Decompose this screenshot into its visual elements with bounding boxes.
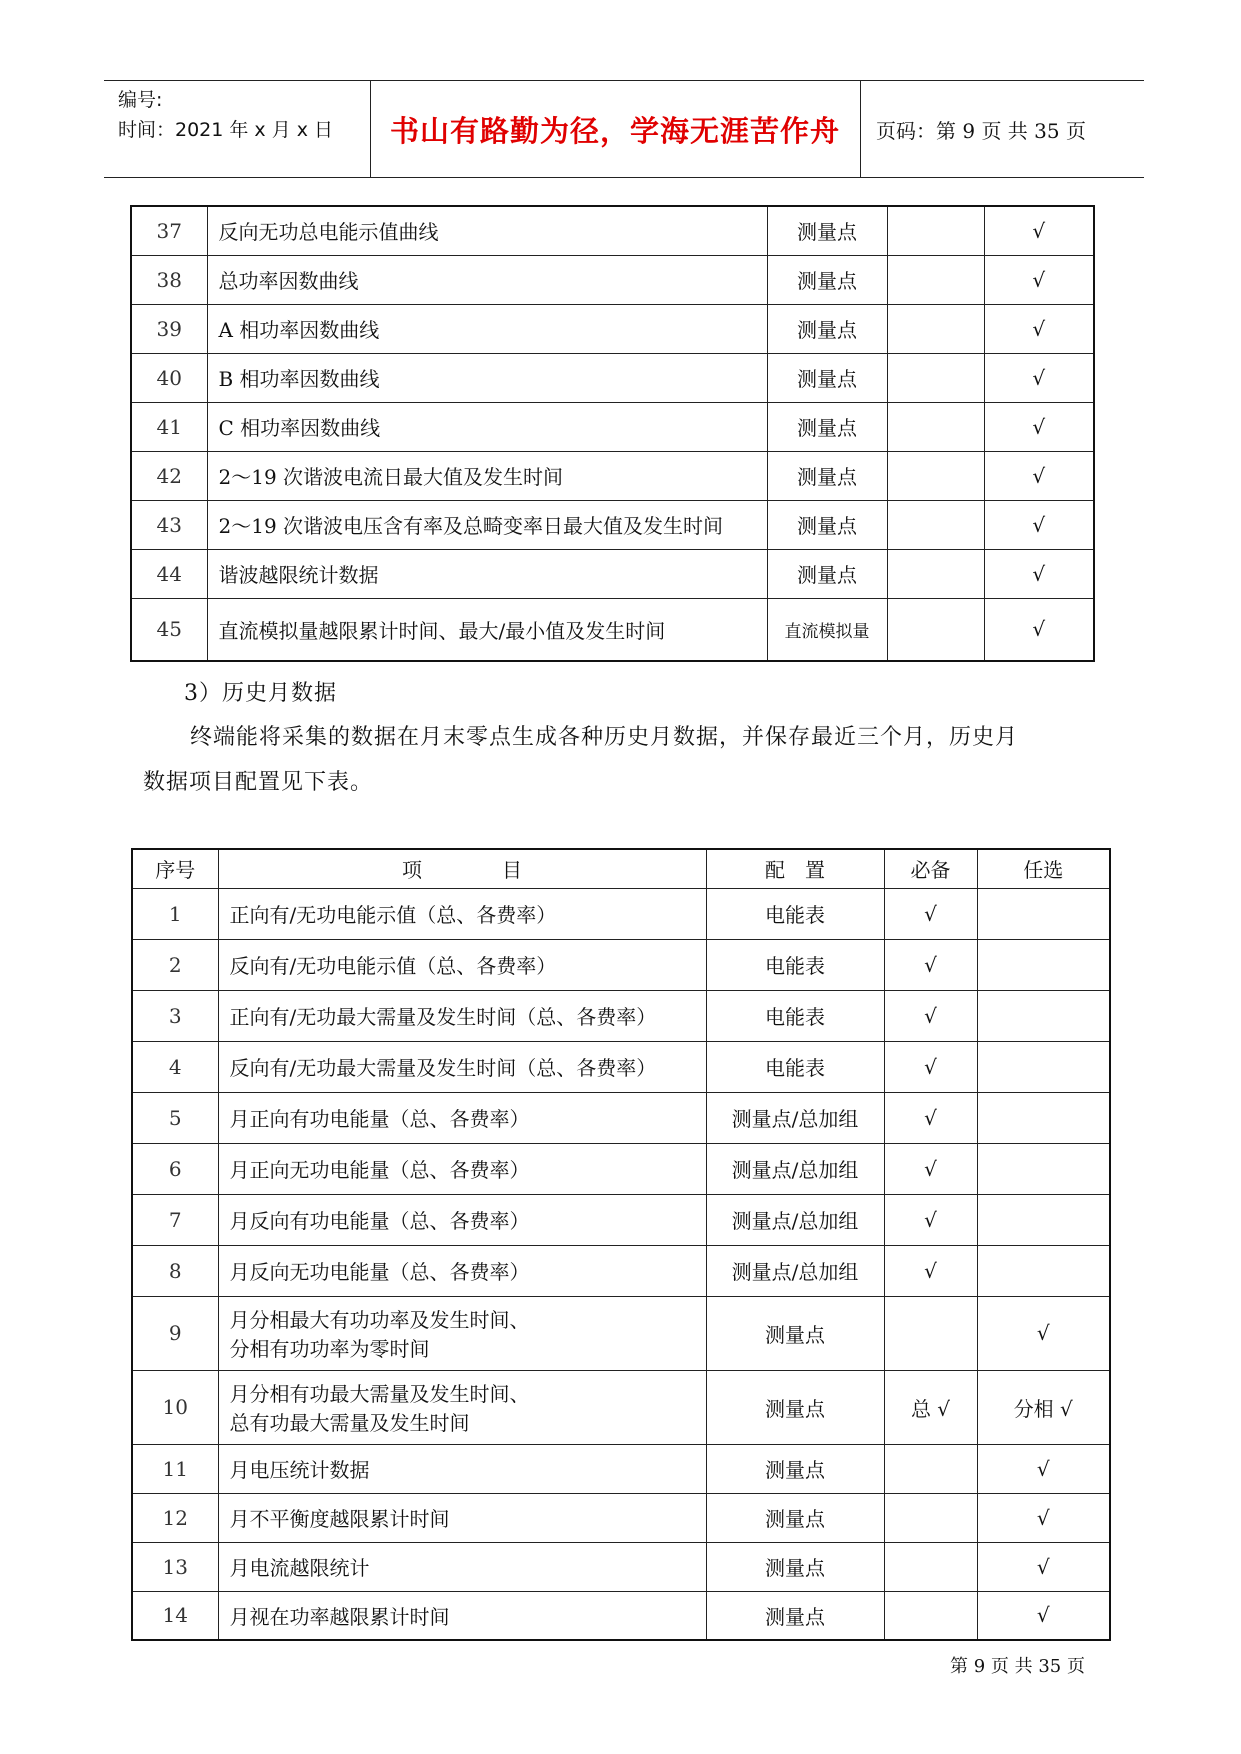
- row-number: 14: [132, 1591, 218, 1640]
- header-config: 配 置: [706, 849, 884, 888]
- row-item: 2～19 次谐波电压含有率及总畸变率日最大值及发生时间: [207, 500, 767, 549]
- table-row: [132, 1092, 1110, 1143]
- row-required: √: [884, 990, 977, 1041]
- row-optional: √: [984, 304, 1094, 353]
- row-item: A 相功率因数曲线: [207, 304, 767, 353]
- row-optional: √: [984, 451, 1094, 500]
- row-number: 11: [132, 1444, 218, 1493]
- table-row: [132, 1444, 1110, 1493]
- row-number: 1: [132, 888, 218, 939]
- row-item-line: 总有功最大需量及发生时间: [229, 1411, 470, 1435]
- row-number: 10: [132, 1370, 218, 1444]
- header-number-label: 编号:: [118, 89, 163, 111]
- row-number: 39: [131, 304, 207, 353]
- table-row: [132, 1542, 1110, 1591]
- row-required: [887, 598, 984, 661]
- table-row: [131, 402, 1094, 451]
- daily-curve-table: [130, 205, 1095, 662]
- table-row: [131, 451, 1094, 500]
- row-optional: [977, 939, 1110, 990]
- row-item: 谐波越限统计数据: [207, 549, 767, 598]
- row-number: 13: [132, 1542, 218, 1591]
- section-heading: 3）历史月数据: [184, 681, 337, 706]
- table-row: [132, 1493, 1110, 1542]
- row-required: [884, 1542, 977, 1591]
- row-item-line: 分相有功功率为零时间: [229, 1337, 430, 1361]
- row-required: √: [884, 1194, 977, 1245]
- table-row: [132, 990, 1110, 1041]
- row-config: 测量点: [767, 451, 887, 500]
- row-required: [887, 500, 984, 549]
- row-number: 2: [132, 939, 218, 990]
- table-header-row: [132, 849, 1110, 888]
- table-row: [132, 1194, 1110, 1245]
- table-row: [132, 1370, 1110, 1444]
- row-config: 测量点: [706, 1542, 884, 1591]
- header-page-info: 页码：第 9 页 共 35 页: [876, 118, 1086, 143]
- row-number: 45: [131, 598, 207, 661]
- row-number: 4: [132, 1041, 218, 1092]
- table-row: [131, 304, 1094, 353]
- header-meta: [104, 81, 371, 177]
- row-config: 测量点: [767, 353, 887, 402]
- table-row: [132, 1296, 1110, 1370]
- row-required: [887, 304, 984, 353]
- row-required: [884, 1493, 977, 1542]
- row-optional: √: [984, 255, 1094, 304]
- row-number: 43: [131, 500, 207, 549]
- row-number: 42: [131, 451, 207, 500]
- row-required: √: [884, 1245, 977, 1296]
- row-optional: [977, 1194, 1110, 1245]
- row-number: 3: [132, 990, 218, 1041]
- row-number: 6: [132, 1143, 218, 1194]
- row-config: 直流模拟量: [767, 598, 887, 661]
- header-required: 必备: [884, 849, 977, 888]
- table-row: [131, 598, 1094, 661]
- row-item-line: 月分相最大有功功率及发生时间、: [229, 1308, 530, 1332]
- row-number: 8: [132, 1245, 218, 1296]
- header-motto: 书山有路勤为径，学海无涯苦作舟: [389, 113, 840, 148]
- row-required: [887, 206, 984, 255]
- row-optional: √: [984, 206, 1094, 255]
- row-number: 38: [131, 255, 207, 304]
- row-config: 测量点: [767, 402, 887, 451]
- table-row: [132, 1591, 1110, 1640]
- header-page-cell: [860, 81, 1144, 177]
- row-config: 测量点: [706, 1591, 884, 1640]
- row-required: [884, 1444, 977, 1493]
- row-item: 总功率因数曲线: [207, 255, 767, 304]
- row-config: 测量点/总加组: [706, 1194, 884, 1245]
- row-item: 月反向有功电能量（总、各费率）: [218, 1194, 706, 1245]
- row-required: √: [884, 1143, 977, 1194]
- table-row: [131, 206, 1094, 255]
- row-optional: [977, 1143, 1110, 1194]
- row-item: 正向有/无功最大需量及发生时间（总、各费率）: [218, 990, 706, 1041]
- table-row: [131, 353, 1094, 402]
- row-config: 电能表: [706, 888, 884, 939]
- row-optional: √: [977, 1296, 1110, 1370]
- row-config: 测量点: [706, 1370, 884, 1444]
- row-optional: √: [984, 402, 1094, 451]
- row-optional: 分相 √: [977, 1370, 1110, 1444]
- row-config: 测量点: [767, 304, 887, 353]
- row-item: 月反向无功电能量（总、各费率）: [218, 1245, 706, 1296]
- row-optional: √: [977, 1493, 1110, 1542]
- row-required: √: [884, 939, 977, 990]
- row-optional: [977, 1245, 1110, 1296]
- page-footer: 第 9 页 共 35 页: [950, 1656, 1085, 1677]
- row-required: 总 √: [884, 1370, 977, 1444]
- row-required: [887, 451, 984, 500]
- row-required: √: [884, 1092, 977, 1143]
- row-config: 测量点: [706, 1493, 884, 1542]
- table-row: [131, 500, 1094, 549]
- row-optional: √: [984, 500, 1094, 549]
- row-item: 月视在功率越限累计时间: [218, 1591, 706, 1640]
- row-number: 37: [131, 206, 207, 255]
- row-optional: √: [977, 1591, 1110, 1640]
- row-required: √: [884, 888, 977, 939]
- row-config: 测量点: [767, 255, 887, 304]
- row-optional: √: [984, 353, 1094, 402]
- row-config: 电能表: [706, 1041, 884, 1092]
- header-motto-cell: [370, 81, 861, 177]
- monthly-data-table: [131, 848, 1111, 1641]
- row-required: √: [884, 1041, 977, 1092]
- row-config: 测量点: [767, 206, 887, 255]
- row-number: 9: [132, 1296, 218, 1370]
- row-required: [884, 1296, 977, 1370]
- row-optional: √: [984, 549, 1094, 598]
- row-config: 测量点/总加组: [706, 1245, 884, 1296]
- row-required: [887, 402, 984, 451]
- row-item: 反向有/无功最大需量及发生时间（总、各费率）: [218, 1041, 706, 1092]
- row-config: 测量点: [706, 1444, 884, 1493]
- row-number: 41: [131, 402, 207, 451]
- header-optional: 任选: [977, 849, 1110, 888]
- row-item: 反向无功总电能示值曲线: [207, 206, 767, 255]
- row-optional: [977, 1092, 1110, 1143]
- row-config: 测量点: [706, 1296, 884, 1370]
- row-item: 月电流越限统计: [218, 1542, 706, 1591]
- row-item: 直流模拟量越限累计时间、最大/最小值及发生时间: [207, 598, 767, 661]
- row-optional: [977, 990, 1110, 1041]
- row-item: 正向有/无功电能示值（总、各费率）: [218, 888, 706, 939]
- table-row: [131, 255, 1094, 304]
- row-number: 44: [131, 549, 207, 598]
- row-number: 40: [131, 353, 207, 402]
- row-optional: [977, 1041, 1110, 1092]
- row-required: [887, 353, 984, 402]
- row-item: 月正向无功电能量（总、各费率）: [218, 1143, 706, 1194]
- table-row: [132, 939, 1110, 990]
- row-item: [218, 1296, 706, 1370]
- row-required: [887, 549, 984, 598]
- row-item: C 相功率因数曲线: [207, 402, 767, 451]
- row-config: 测量点/总加组: [706, 1143, 884, 1194]
- row-optional: √: [977, 1444, 1110, 1493]
- row-number: 7: [132, 1194, 218, 1245]
- header-time-label: 时间：2021 年 x 月 x 日: [118, 119, 334, 141]
- row-required: [887, 255, 984, 304]
- table-row: [131, 549, 1094, 598]
- table-row: [132, 1245, 1110, 1296]
- row-optional: √: [977, 1542, 1110, 1591]
- row-config: 测量点: [767, 500, 887, 549]
- page-header: [104, 80, 1144, 178]
- header-number: 序号: [132, 849, 218, 888]
- row-item: B 相功率因数曲线: [207, 353, 767, 402]
- row-item: 2～19 次谐波电流日最大值及发生时间: [207, 451, 767, 500]
- row-number: 5: [132, 1092, 218, 1143]
- row-item: 月正向有功电能量（总、各费率）: [218, 1092, 706, 1143]
- row-item: [218, 1370, 706, 1444]
- row-item: 反向有/无功电能示值（总、各费率）: [218, 939, 706, 990]
- row-item: 月电压统计数据: [218, 1444, 706, 1493]
- table-row: [132, 1143, 1110, 1194]
- row-config: 电能表: [706, 939, 884, 990]
- header-item: 项 目: [218, 849, 706, 888]
- paragraph-line-1: 终端能将采集的数据在月末零点生成各种历史月数据，并保存最近三个月，历史月: [190, 725, 1019, 750]
- row-item-line: 月分相有功最大需量及发生时间、: [229, 1382, 530, 1406]
- row-number: 12: [132, 1493, 218, 1542]
- row-optional: √: [984, 598, 1094, 661]
- row-config: 电能表: [706, 990, 884, 1041]
- row-item: 月不平衡度越限累计时间: [218, 1493, 706, 1542]
- row-config: 测量点: [767, 549, 887, 598]
- row-required: [884, 1591, 977, 1640]
- row-optional: [977, 888, 1110, 939]
- row-config: 测量点/总加组: [706, 1092, 884, 1143]
- paragraph-line-2: 数据项目配置见下表。: [143, 770, 374, 795]
- table-row: [132, 1041, 1110, 1092]
- table-row: [132, 888, 1110, 939]
